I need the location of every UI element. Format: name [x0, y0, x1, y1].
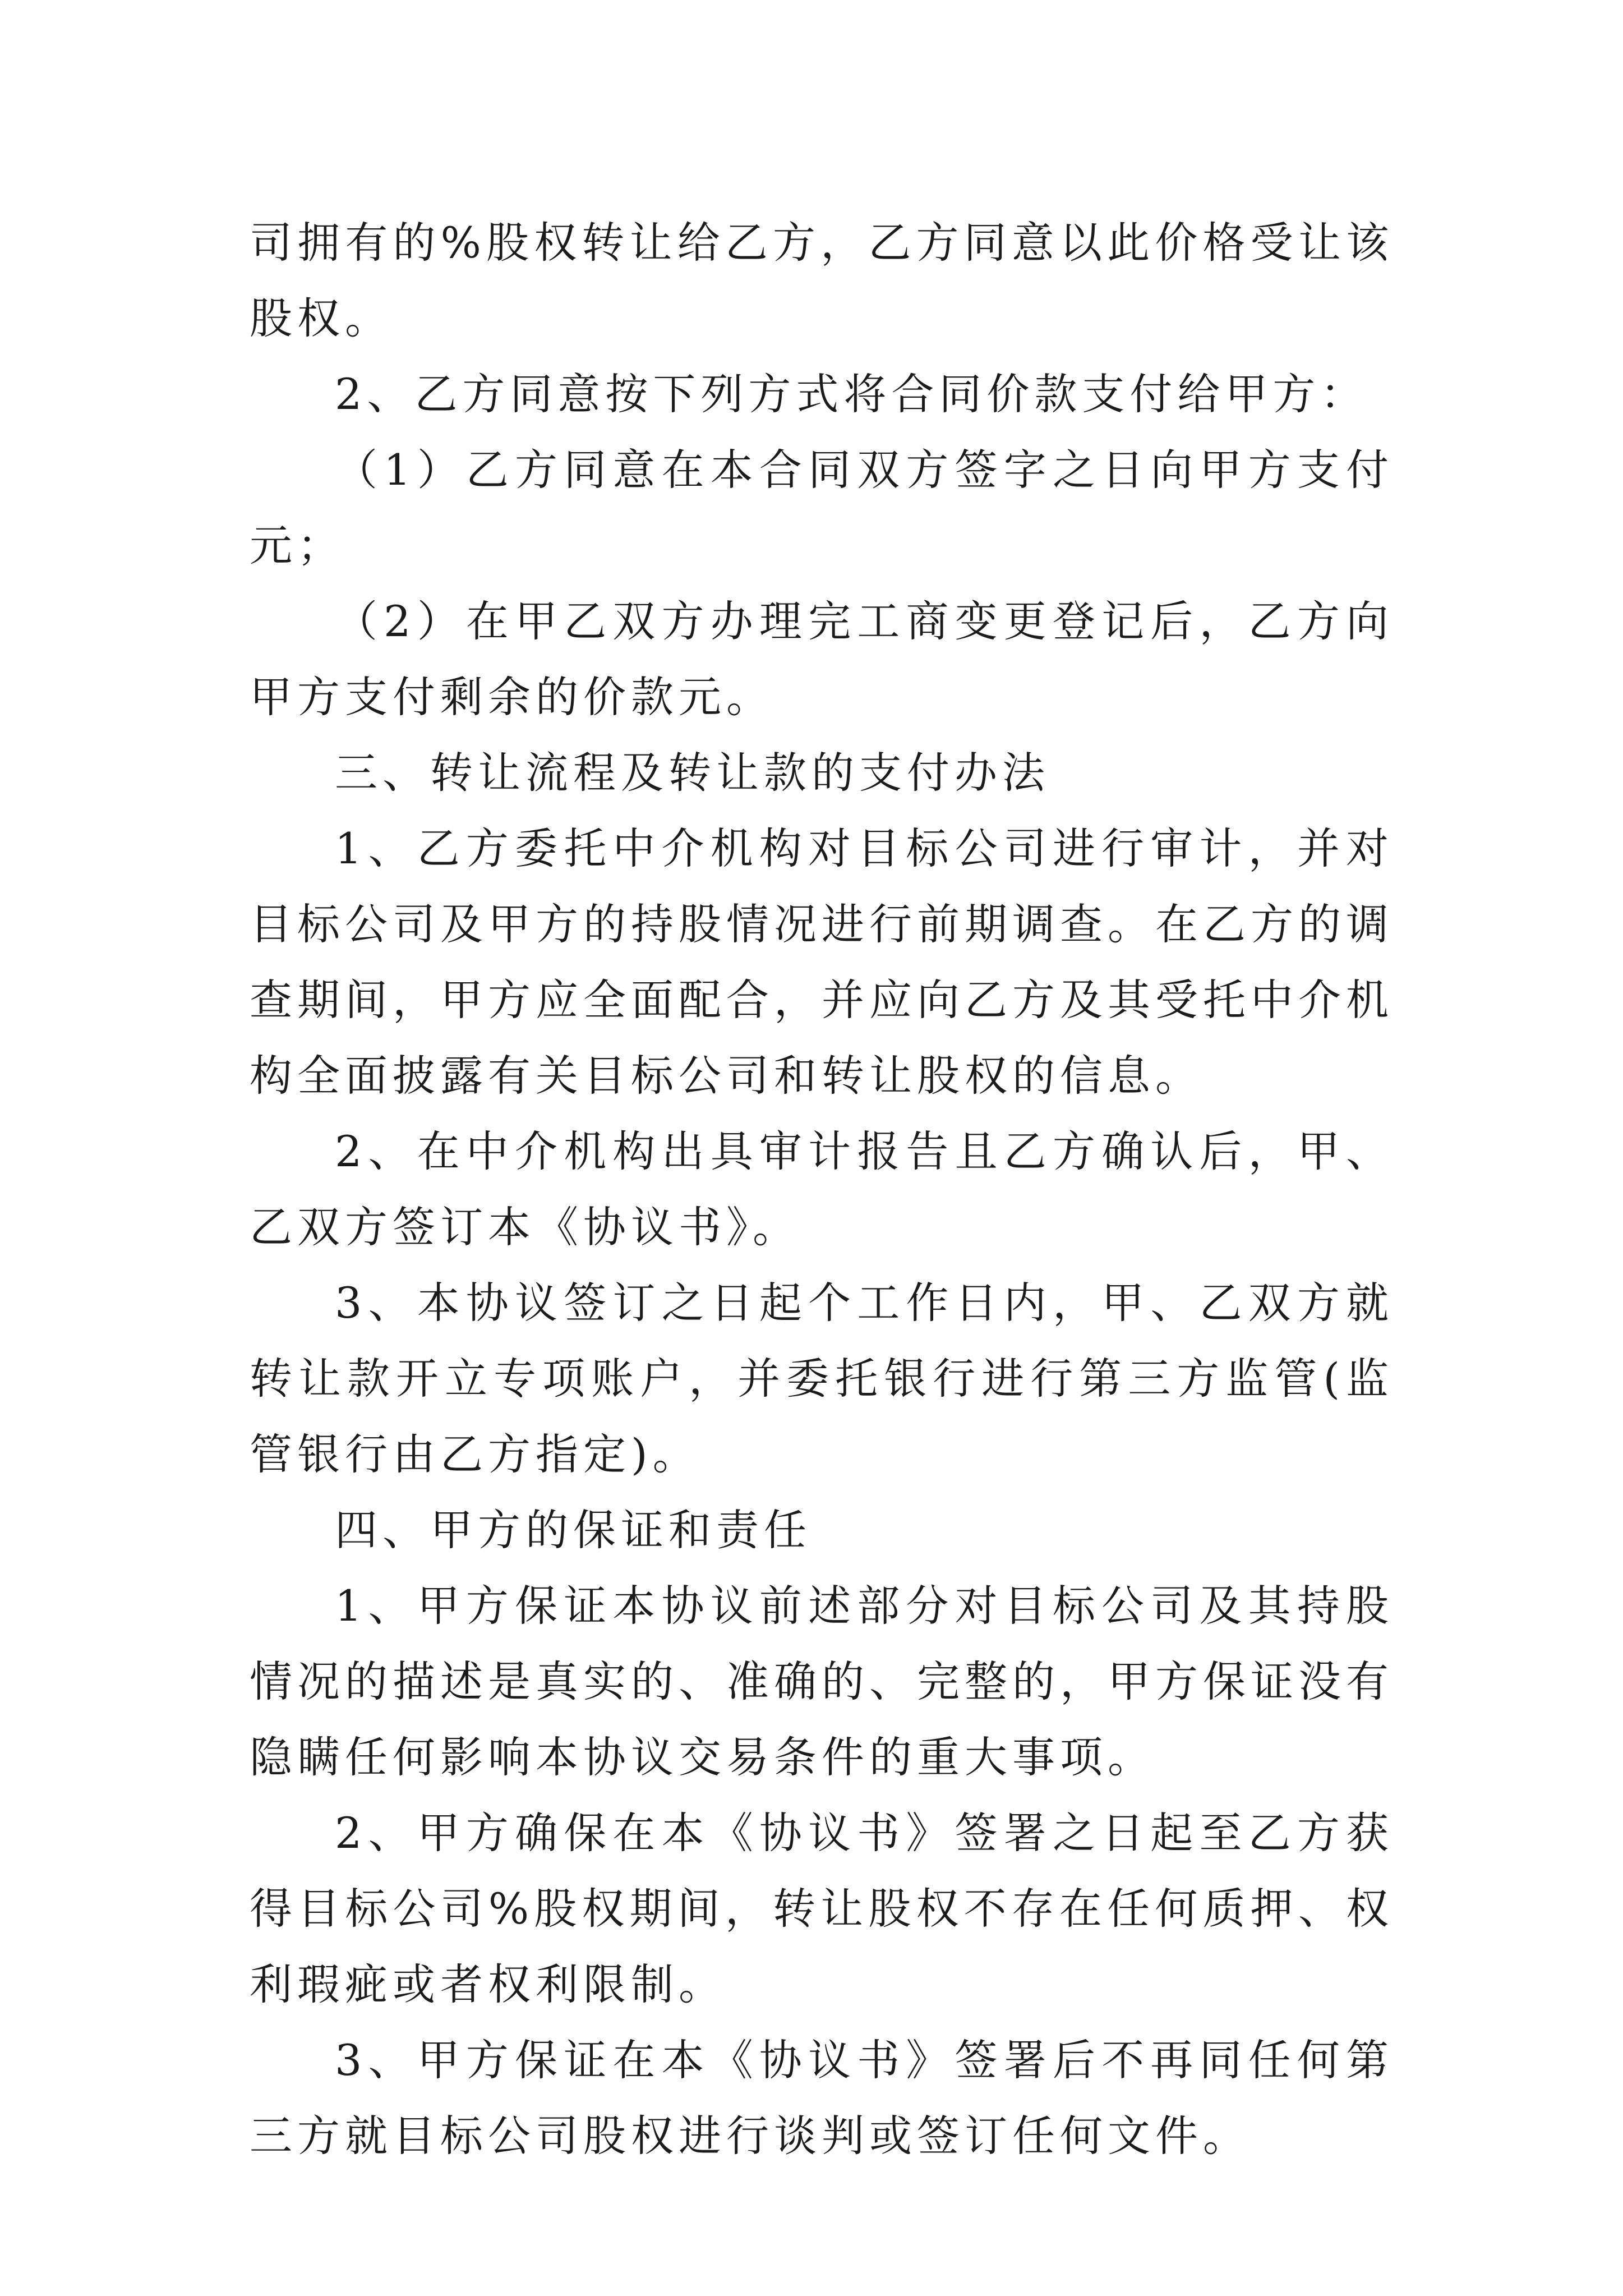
- paragraph-clause-4-1: 1、甲方保证本协议前述部分对目标公司及其持股情况的描述是真实的、准确的、完整的，甲方保证没有隐瞒任何影响本协议交易条件的重大事项。: [250, 1581, 1394, 1782]
- section-heading-4: 四、甲方的保证和责任: [335, 1505, 811, 1555]
- paragraph-clause-3-1: 1、乙方委托中介机构对目标公司进行审计，并对目标公司及甲方的持股情况进行前期调查。在乙方的调查期间，甲方应全面配合，并应向乙方及其受托中介机构全面披露有关目标公司和转让股权的信息。: [250, 823, 1394, 1101]
- paragraph-continuation: 司拥有的%股权转让给乙方，乙方同意以此价格受让该股权。: [250, 218, 1394, 343]
- paragraph-payment-method: 2、乙方同意按下列方式将合同价款支付给甲方：: [335, 369, 1368, 419]
- paragraph-clause-4-3: 3、甲方保证在本《协议书》签署后不再同任何第三方就目标公司股权进行谈判或签订任何文件。: [250, 2035, 1394, 2161]
- paragraph-clause-4-2: 2、甲方确保在本《协议书》签署之日起至乙方获得目标公司%股权期间，转让股权不存在任何质押、权利瑕疵或者权利限制。: [250, 1808, 1394, 2009]
- section-heading-3: 三、转让流程及转让款的支付办法: [335, 748, 1050, 798]
- document-body: [250, 205, 1394, 2174]
- paragraph-payment-item-2: （2）在甲乙双方办理完工商变更登记后，乙方向甲方支付剩余的价款元。: [250, 596, 1394, 722]
- paragraph-clause-3-3: 3、本协议签订之日起个工作日内，甲、乙双方就转让款开立专项账户，并委托银行进行第三方监管(监管银行由乙方指定)。: [250, 1278, 1394, 1479]
- paragraph-payment-item-1: （1）乙方同意在本合同双方签字之日向甲方支付元；: [250, 445, 1394, 570]
- paragraph-clause-3-2: 2、在中介机构出具审计报告且乙方确认后，甲、乙双方签订本《协议书》。: [250, 1126, 1394, 1252]
